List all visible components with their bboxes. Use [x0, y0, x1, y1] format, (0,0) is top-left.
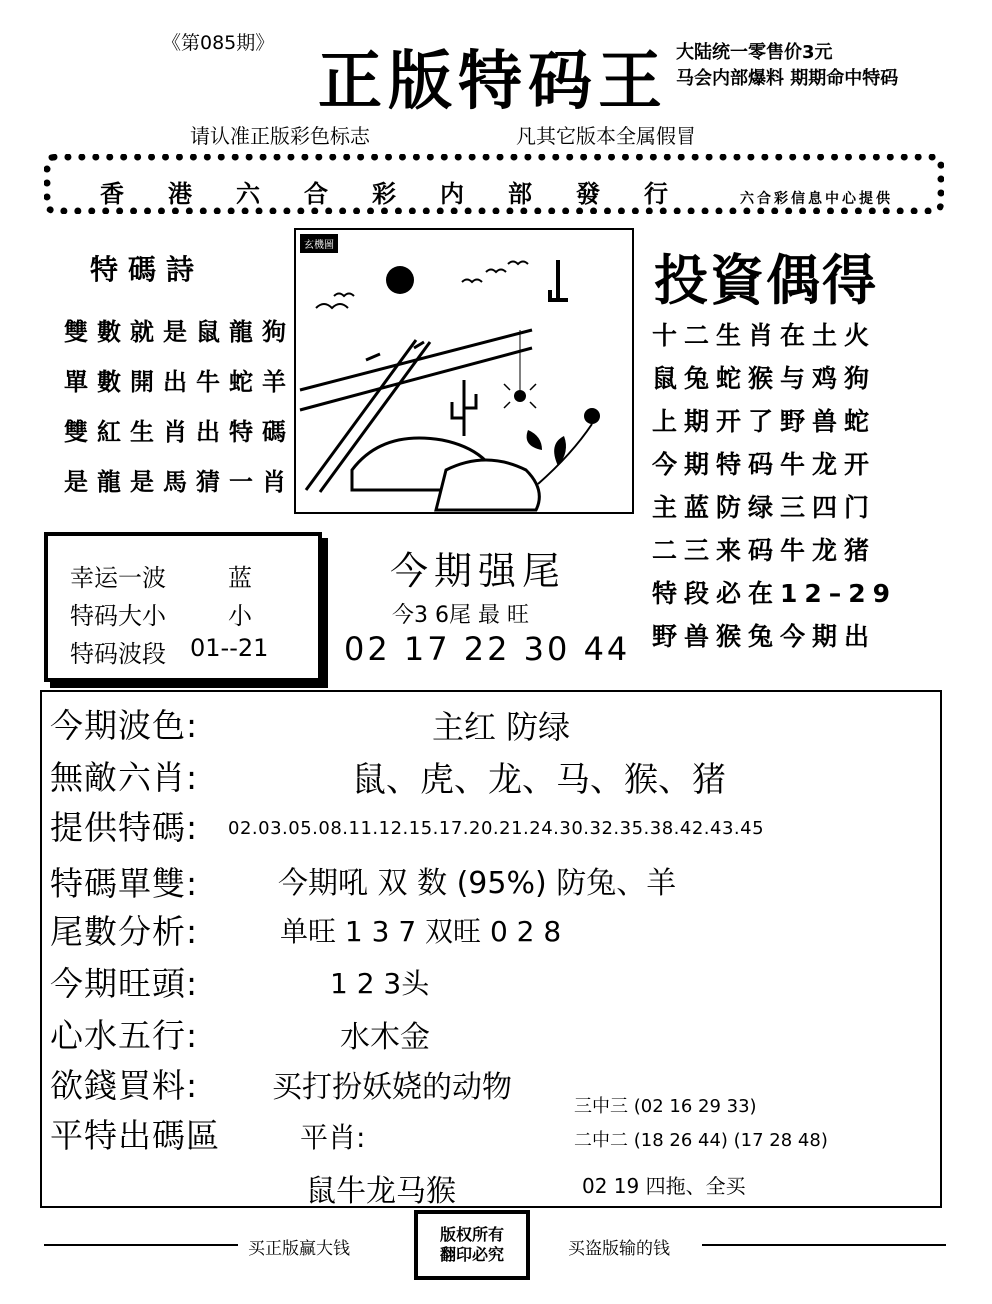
poem-line: 雙紅生肖出特碼: [64, 417, 295, 446]
banner-title: 香港六合彩内部發行: [100, 179, 712, 208]
drag-combo: 02 19 四拖、全买: [582, 1174, 746, 1198]
slogan: 马会内部爆料 期期命中特码: [676, 68, 899, 89]
invest-line: 野兽猴兔今期出: [652, 622, 877, 651]
lucky-value: 小: [228, 602, 252, 630]
row-label-ping-area: 平特出碼區: [50, 1116, 220, 1155]
strong-tail-hot: 今3 6尾 最 旺: [392, 603, 529, 628]
counterfeit-warning: 凡其它版本全属假冒: [516, 124, 696, 148]
row-value-five-elements: 水木金: [340, 1020, 430, 1055]
invest-line: 二三来码牛龙猪: [652, 536, 877, 565]
row-label-wave-color: 今期波色:: [50, 706, 199, 745]
invest-line: 今期特码牛龙开: [652, 450, 877, 479]
invest-line: 特段必在12–29: [652, 579, 898, 608]
authenticity-note: 请认准正版彩色标志: [190, 124, 370, 148]
poem-line: 是龍是馬猜一肖: [64, 467, 295, 496]
poem-title: 特碼詩: [90, 253, 205, 286]
footer-slogan-right: 买盗版输的钱: [568, 1239, 670, 1259]
row-value-buy-hint: 买打扮妖娆的动物: [272, 1070, 512, 1105]
riddle-picture: [294, 228, 634, 514]
copyright-box: [414, 1210, 530, 1280]
row-value-hot-head: 1 2 3头: [330, 967, 430, 1000]
issue-number: 《第085期》: [162, 32, 275, 54]
riddle-illustration: [296, 230, 632, 512]
invest-line: 主蓝防绿三四门: [652, 493, 877, 522]
row-value-special-numbers: 02.03.05.08.11.12.15.17.20.21.24.30.32.35.38.42.43.45: [228, 818, 765, 839]
ping-zodiac: 鼠牛龙马猴: [306, 1174, 456, 1209]
copyright-line: 版权所有: [439, 1225, 504, 1244]
footer-rule-right: [702, 1244, 946, 1246]
page-title: 正版特码王: [318, 44, 668, 119]
invest-title: 投資偶得: [654, 248, 878, 312]
lucky-value: 01--21: [190, 634, 269, 662]
row-value-six-zodiac: 鼠、虎、龙、马、猴、猪: [352, 760, 726, 800]
row-label-tail-analysis: 尾數分析:: [50, 912, 199, 951]
row-label-hot-head: 今期旺頭:: [50, 964, 199, 1003]
row-label-five-elements: 心水五行:: [50, 1016, 199, 1055]
row-label-special-numbers: 提供特碼:: [50, 808, 199, 847]
three-hit-combo: 三中三 (02 16 29 33): [574, 1096, 757, 1117]
lucky-label: 特码大小: [70, 602, 166, 630]
lucky-value: 蓝: [228, 564, 252, 592]
strong-tail-numbers: 02 17 22 30 44: [344, 630, 631, 668]
invest-line: 十二生肖在土火: [652, 321, 877, 350]
row-value-odd-even: 今期吼 双 数 (95%) 防兔、羊: [278, 866, 677, 901]
picture-stamp: 玄機圖: [300, 234, 338, 253]
row-value-wave-color: 主红 防绿: [432, 708, 571, 746]
lucky-label: 幸运一波: [70, 564, 166, 592]
row-value-tail-analysis: 单旺 1 3 7 双旺 0 2 8: [280, 915, 562, 948]
invest-line: 上期开了野兽蛇: [652, 407, 877, 436]
price-note: 大陆统一零售价3元: [676, 42, 833, 63]
row-label-six-zodiac: 無敵六肖:: [50, 758, 199, 797]
banner-provider: 六合彩信息中心提供: [740, 191, 893, 207]
footer-rule-left: [44, 1244, 238, 1246]
copyright-line: 翻印必究: [439, 1245, 504, 1264]
poem-line: 單數開出牛蛇羊: [64, 367, 295, 396]
row-label-buy-hint: 欲錢買料:: [50, 1066, 199, 1105]
row-label-odd-even: 特碼單雙:: [50, 864, 199, 903]
row-value-ping-label: 平肖:: [300, 1121, 366, 1154]
strong-tail-title: 今期强尾: [390, 549, 567, 593]
invest-line: 鼠兔蛇猴与鸡狗: [652, 364, 877, 393]
poem-line: 雙數就是鼠龍狗: [64, 317, 295, 346]
two-hit-combo: 二中二 (18 26 44) (17 28 48): [574, 1130, 828, 1151]
footer-slogan-left: 买正版赢大钱: [248, 1239, 350, 1259]
lucky-label: 特码波段: [70, 640, 166, 668]
